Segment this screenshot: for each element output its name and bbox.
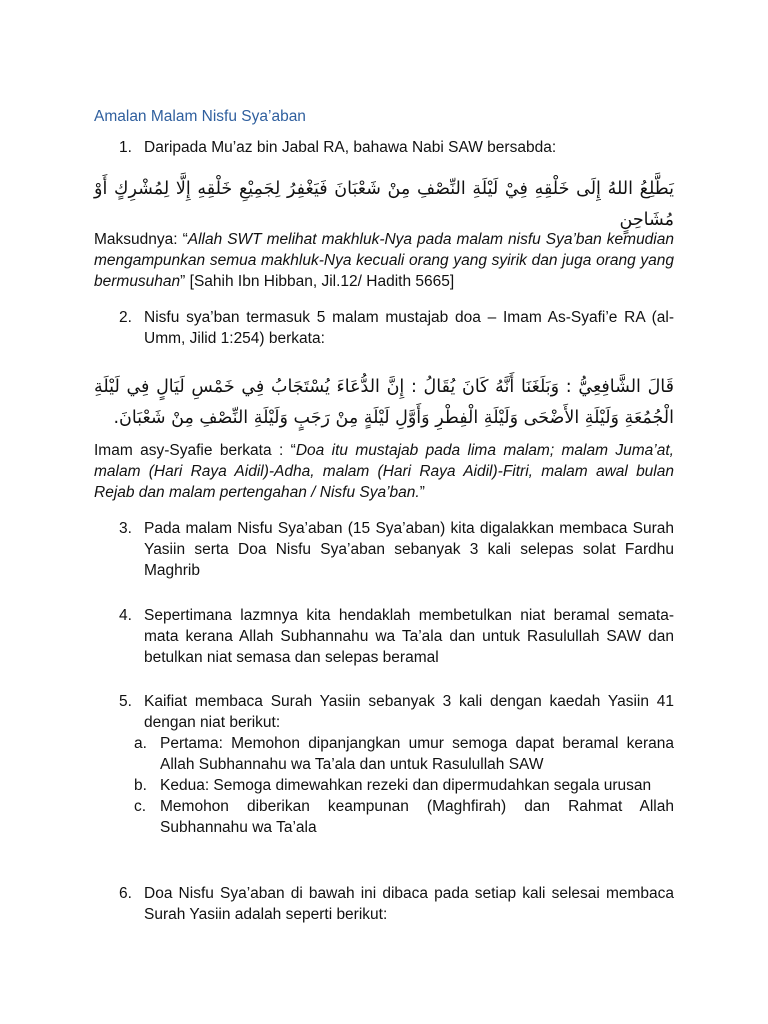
list-item-1: [94, 137, 674, 158]
sub-text: Pertama: Memohon dipanjangkan umur semoga dapat beramal kerana Allah Subhannahu wa Ta’ala dan untuk Rasulullah SAW: [160, 735, 674, 773]
list-item-6: [94, 883, 674, 925]
syafie-arabic-quote: قَالَ الشَّافِعِيُّ : وَبَلَغَنَا أَنَّهُ كَانَ يُقَالُ : إِنَّ الدُّعَاءَ يُسْتَجَابُ فِي خَمْسِ لَيَالٍ فِي لَيْلَةِ الْجُمُعَةِ وَلَيْلَةِ الأَضْحَى وَلَيْلَةِ الْفِطْرِ وَأَوَّلِ لَيْلَةٍ مِنْ رَجَبٍ وَلَيْلَةِ النِّصْفِ مِنْ شَعْبَانَ.: [94, 377, 674, 428]
hadith-arabic-text: يَطَّلِعُ اللهُ إِلَى خَلْقِهِ فِيْ لَيْلَةِ النِّصْفِ مِنْ شَعْبَانَ فَيَغْفِرُ لِجَمِيْعِ خَلْقِهِ إِلَّا لِمُشْرِكٍ أَوْ مُشَاحِنٍ: [94, 179, 674, 230]
sub-item-b: [134, 775, 674, 796]
sub-letter: b.: [134, 777, 147, 794]
hadith-source: ” [Sahih Ibn Hibban, Jil.12/ Hadith 5665]: [180, 273, 455, 290]
sub-text: Memohon diberikan keampunan (Maghfirah) dan Rahmat Allah Subhannahu wa Ta’ala: [160, 798, 674, 836]
list-number: 3.: [119, 520, 132, 537]
syafie-quote-paragraph: [94, 440, 674, 503]
list-item-5: [94, 691, 674, 838]
quote-label: Imam asy-Syafie berkata : “: [94, 442, 296, 459]
hadith-meaning-paragraph: [94, 229, 674, 292]
list-text: Kaifiat membaca Surah Yasiin sebanyak 3 kali dengan kaedah Yasiin 41 dengan niat berikut:: [144, 693, 674, 731]
list-number: 2.: [119, 309, 132, 326]
list-number: 4.: [119, 607, 132, 624]
meaning-label: Maksudnya: “: [94, 231, 188, 248]
list-item-3: [94, 518, 674, 581]
list-text: Doa Nisfu Sya’aban di bawah ini dibaca pada setiap kali selesai membaca Surah Yasiin adalah seperti berikut:: [144, 885, 674, 923]
document-title: Amalan Malam Nisfu Sya’aban: [94, 108, 306, 125]
list-item-2: [94, 307, 674, 349]
list-text: Sepertimana lazmnya kita hendaklah membetulkan niat beramal semata-mata kerana Allah Subhannahu wa Ta’ala dan untuk Rasulullah SAW dan betulkan niat semasa dan selepas beramal: [144, 607, 674, 666]
sub-text: Kedua: Semoga dimewahkan rezeki dan dipermudahkan segala urusan: [160, 777, 652, 794]
list-number: 1.: [119, 139, 132, 156]
list-number: 5.: [119, 693, 132, 710]
quote-translation: Doa itu mustajab pada lima malam; malam Juma’at, malam (Hari Raya Aidil)-Adha, malam (Hari Raya Aidil)-Fitri, malam awal bulan Rejab dan malam pertengahan / Nisfu Sya’ban.: [94, 442, 674, 501]
list-text: Pada malam Nisfu Sya’aban (15 Sya’aban) kita digalakkan membaca Surah Yasiin serta Doa Nisfu Sya’aban sebanyak 3 kali selepas solat Fardhu Maghrib: [144, 520, 674, 579]
sub-item-c: [134, 796, 674, 838]
quote-end: ”: [419, 484, 425, 501]
sub-letter: c.: [134, 798, 147, 815]
meaning-translation: Allah SWT melihat makhluk-Nya pada malam nisfu Sya’ban kemudian mengampunkan semua makhluk-Nya kecuali orang yang syirik dan juga orang yang bermusuhan: [94, 231, 674, 290]
list-text: Nisfu sya’ban termasuk 5 malam mustajab doa – Imam As-Syafi’e RA (al-Umm, Jilid 1:254) berkata:: [144, 309, 674, 347]
sub-letter: a.: [134, 735, 147, 752]
list-item-4: [94, 605, 674, 668]
list-text: Daripada Mu’az bin Jabal RA, bahawa Nabi SAW bersabda:: [144, 139, 557, 156]
sub-item-a: [134, 733, 674, 775]
list-number: 6.: [119, 885, 132, 902]
